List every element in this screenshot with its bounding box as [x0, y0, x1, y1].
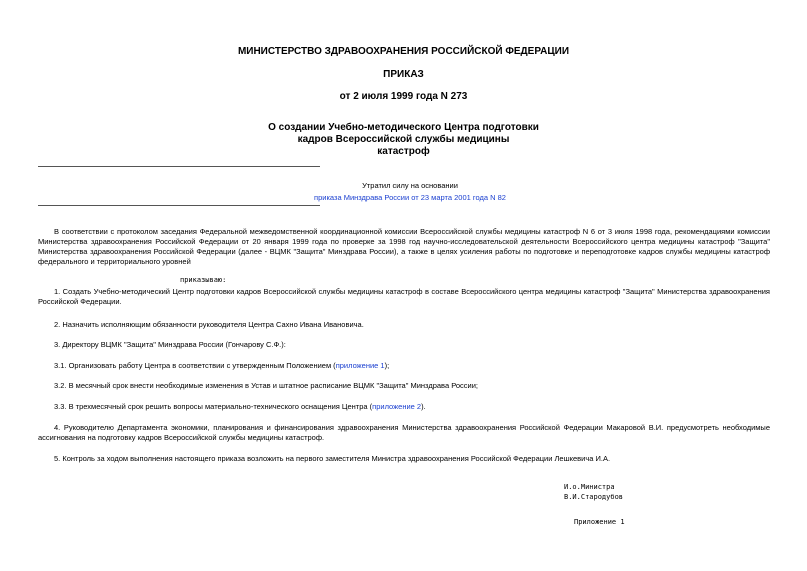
status-note: Утратил силу на основании: [362, 181, 458, 190]
item-3-3-end: ).: [421, 402, 426, 411]
item-1: 1. Создать Учебно-методический Центр подготовки кадров Всероссийской службы медицины катастроф в составе Всероссийского центра медицины катастроф "Защита" Министерства здравоохранения Российской Федерации.: [38, 287, 770, 306]
title-line: О создании Учебно-методического Центра подготовки: [268, 122, 539, 133]
ministry-heading: МИНИСТЕРСТВО ЗДРАВООХРАНЕНИЯ РОССИЙСКОЙ ФЕДЕРАЦИИ: [237, 46, 570, 57]
title-line: катастроф: [377, 146, 430, 157]
divider-top: [38, 166, 320, 167]
item-5: 5. Контроль за ходом выполнения настоящего приказа возложить на первого заместителя Министра здравоохранения Российской Федерации Лешкевича И.А.: [54, 454, 611, 463]
document-title: [0, 122, 807, 158]
status-link-line: [220, 193, 600, 202]
title-line: кадров Всероссийской службы медицины: [297, 134, 510, 145]
item-4: 4. Руководителю Департамента экономики, планирования и финансирования здравоохранения Министерства здравоохранения Российской Федерации Макаровой В.И. предусмотреть необходимые ассигнования на подготовку кадров Всероссийской службы медицины катастроф.: [38, 423, 770, 442]
appendix-2-link[interactable]: приложение 2: [372, 402, 422, 411]
order-keyword: приказываю:: [180, 276, 227, 284]
date-and-number: от 2 июля 1999 года N 273: [339, 91, 468, 102]
repeal-order-link[interactable]: приказа Минздрава России от 23 марта 2001 года N 82: [314, 193, 506, 202]
item-3-2: 3.2. В месячный срок внести необходимые изменения в Устав и штатное расписание ВЦМК "Защита" Минздрава России;: [54, 381, 479, 390]
item-3-1: [38, 361, 770, 371]
document-type: ПРИКАЗ: [383, 69, 424, 80]
item-3-3: [38, 402, 770, 412]
item-3-1-end: );: [384, 361, 390, 370]
item-3-3-text: 3.3. В трехмесячный срок решить вопросы материально-технического оснащения Центра (: [54, 402, 373, 411]
appendix-1-link[interactable]: приложение 1: [335, 361, 385, 370]
divider-bottom: [38, 205, 320, 206]
signature-role: И.о.Министра: [564, 483, 615, 491]
item-3: 3. Директору ВЦМК "Защита" Минздрава России (Гончарову С.Ф.):: [54, 340, 286, 349]
intro-paragraph: В соответствии с протоколом заседания Федеральной межведомственной координационной комиссии Всероссийской службы медицины катастроф N 6 от 3 июля 1998 года, рекомендациями комиссии Министерства здравоохранения Российской Федерации от 20 января 1999 года по проверке за 1998 год научно-исследовательской деятельности Всероссийского центра медицины катастроф "Защита" Министерства здравоохранения Российской Федерации (далее - ВЦМК "Защита" Минздрава России), а также в целях усиления работы по подготовке и переподготовке кадров службы медицины катастроф федерального и территориального уровней: [38, 227, 770, 266]
appendix-label: Приложение 1: [574, 518, 625, 526]
item-2: 2. Назначить исполняющим обязанности руководителя Центра Сахно Ивана Ивановича.: [54, 320, 364, 329]
signature-name: В.И.Стародубов: [564, 493, 624, 501]
item-3-1-text: 3.1. Организовать работу Центра в соответствии с утвержденным Положением (: [54, 361, 336, 370]
